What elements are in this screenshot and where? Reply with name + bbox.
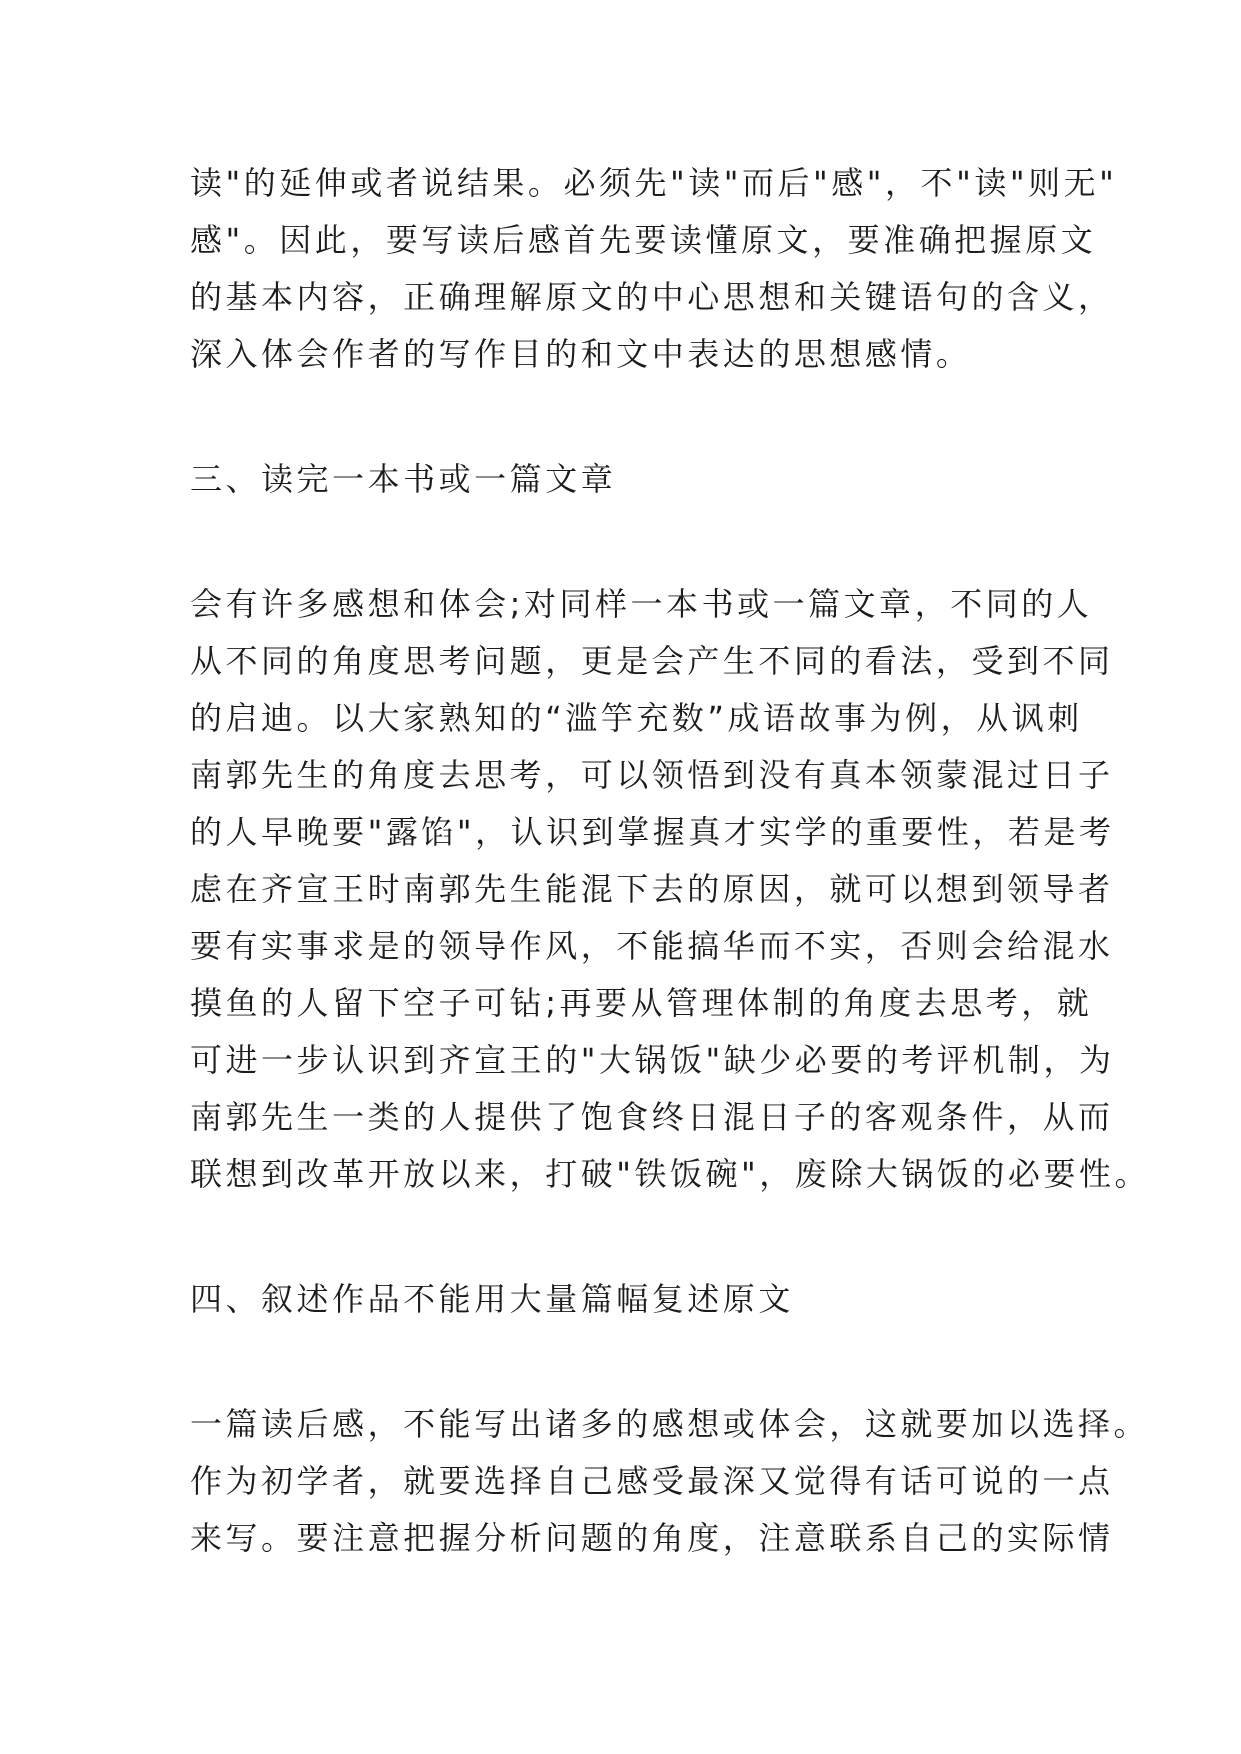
paragraph-line: 可进一步认识到齐宣王的"大锅饭"缺少必要的考评机制，为: [190, 1041, 1115, 1079]
paragraph-line: 南郭先生一类的人提供了饱食终日混日子的客观条件，从而: [190, 1098, 1114, 1136]
section-heading: 四、叙述作品不能用大量篇幅复述原文: [190, 1280, 794, 1318]
section-heading: 三、读完一本书或一篇文章: [190, 460, 617, 498]
paragraph-line: 作为初学者，就要选择自己感受最深又觉得有话可说的一点: [190, 1462, 1114, 1500]
paragraph-line: 要有实事求是的领导作风，不能搞华而不实，否则会给混水: [190, 927, 1114, 965]
paragraph-line: 深入体会作者的写作目的和文中表达的思想感情。: [190, 335, 972, 373]
paragraph-line: 感"。因此，要写读后感首先要读懂原文，要准确把握原文: [190, 221, 1097, 259]
paragraph-line: 的人早晚要"露馅"，认识到掌握真才实学的重要性，若是考: [190, 813, 1115, 851]
paragraph-line: 南郭先生的角度去思考，可以领悟到没有真本领蒙混过日子: [190, 756, 1114, 794]
paragraph-line: 联想到改革开放以来，打破"铁饭碗"，废除大锅饭的必要性。: [190, 1155, 1150, 1193]
paragraph-line: 读"的延伸或者说结果。必须先"读"而后"感"，不"读"则无": [190, 164, 1118, 202]
paragraph-line: 摸鱼的人留下空子可钻;再要从管理体制的角度去思考，就: [190, 984, 1093, 1022]
paragraph-line: 虑在齐宣王时南郭先生能混下去的原因，就可以想到领导者: [190, 870, 1114, 908]
paragraph-line: 的基本内容，正确理解原文的中心思想和关键语句的含义，: [190, 278, 1114, 316]
paragraph-line: 会有许多感想和体会;对同样一本书或一篇文章，不同的人: [190, 585, 1093, 623]
paragraph-line: 从不同的角度思考问题，更是会产生不同的看法，受到不同: [190, 642, 1114, 680]
paragraph-line: 来写。要注意把握分析问题的角度，注意联系自己的实际情: [190, 1519, 1114, 1557]
paragraph-line: 一篇读后感，不能写出诸多的感想或体会，这就要加以选择。: [190, 1405, 1150, 1443]
paragraph-line: 的启迪。以大家熟知的“滥竽充数”成语故事为例，从讽刺: [190, 699, 1083, 737]
